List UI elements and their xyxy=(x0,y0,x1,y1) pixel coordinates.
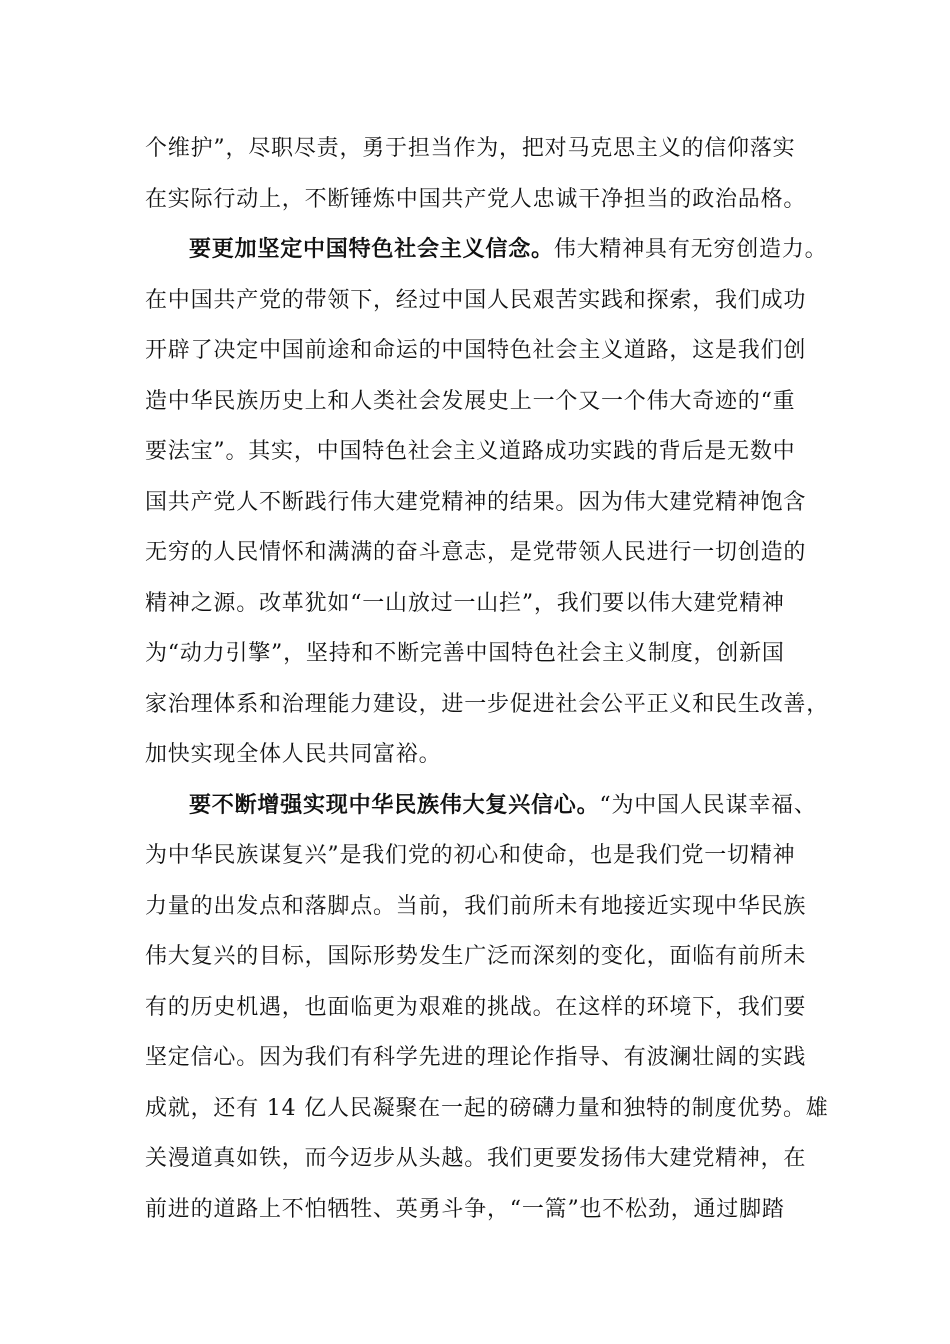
body-text xyxy=(145,128,830,1239)
text-line xyxy=(145,987,810,1038)
text-line xyxy=(145,532,810,583)
text-line xyxy=(145,835,810,886)
text-run: 有的历史机遇，也面临更为艰难的挑战。在这样的环境下，我们要 xyxy=(145,994,807,1020)
text-run: 在中国共产党的带领下，经过中国人民艰苦实践和探索，我们成功 xyxy=(145,287,807,313)
text-run: 在实际行动上，不断锤炼中国共产党人忠诚干净担当的政治品格。 xyxy=(145,186,807,212)
paragraph-heading: 要不断增强实现中华民族伟大复兴信心。 xyxy=(189,791,600,818)
text-line xyxy=(145,1189,810,1240)
text-run: 个维护”，尽职尽责，勇于担当作为，把对马克思主义的信仰落实 xyxy=(145,136,796,161)
text-run: “为中国人民谋幸福、 xyxy=(599,792,817,818)
text-line xyxy=(145,1088,829,1139)
text-line xyxy=(145,583,810,634)
text-run: 力量的出发点和落脚点。当前，我们前所未有地接近实现中华民族 xyxy=(145,893,807,919)
text-line xyxy=(145,1138,810,1189)
text-run: 坚定信心。因为我们有科学先进的理论作指导、有波澜壮阔的实践 xyxy=(145,1045,807,1070)
text-run: 加快实现全体人民共同富裕。 xyxy=(145,742,442,767)
text-line xyxy=(145,684,830,735)
text-line xyxy=(145,179,810,230)
text-run: 伟大精神具有无穷创造力。 xyxy=(553,237,828,262)
text-run: 为“动力引擎”，坚持和不断完善中国特色社会主义制度，创新国 xyxy=(145,641,785,666)
paragraph-heading-line xyxy=(145,229,828,280)
text-line xyxy=(145,330,810,381)
text-line xyxy=(145,1037,810,1088)
text-run: 精神之源。改革犹如“一山放过一山拦”，我们要以伟大建党精神 xyxy=(145,590,785,616)
text-run: 造中华民族历史上和人类社会发展史上一个又一个伟大奇迹的“重 xyxy=(145,388,796,414)
text-run: 为中华民族谋复兴”是我们党的初心和使命，也是我们党一切精神 xyxy=(145,843,796,868)
text-run: 成就，还有 14 亿人民凝聚在一起的磅礴力量和独特的制度优势。雄 xyxy=(145,1095,829,1121)
paragraph-heading: 要更加坚定中国特色社会主义信念。 xyxy=(189,236,554,262)
text-line xyxy=(145,886,810,937)
text-line xyxy=(145,936,810,987)
text-run: 伟大复兴的目标，国际形势发生广泛而深刻的变化，面临有前所未 xyxy=(145,944,807,969)
text-line xyxy=(145,128,810,179)
text-run: 无穷的人民情怀和满满的奋斗意志，是党带领人民进行一切创造的 xyxy=(145,540,807,565)
text-line xyxy=(145,734,810,785)
text-run: 开辟了决定中国前途和命运的中国特色社会主义道路，这是我们创 xyxy=(145,338,807,363)
text-run: 前进的道路上不怕牺牲、英勇斗争，“一篙”也不松劲，通过脚踏 xyxy=(145,1196,785,1222)
paragraph-heading-line xyxy=(145,785,817,836)
text-line xyxy=(145,482,810,533)
text-line xyxy=(145,633,810,684)
text-run: 国共产党人不断践行伟大建党精神的结果。因为伟大建党精神饱含 xyxy=(145,489,807,515)
text-line xyxy=(145,280,810,331)
text-run: 要法宝”。其实，中国特色社会主义道路成功实践的背后是无数中 xyxy=(145,439,796,464)
text-run: 家治理体系和治理能力建设，进一步促进社会公平正义和民生改善， xyxy=(145,691,830,717)
text-run: 关漫道真如铁，而今迈步从头越。我们更要发扬伟大建党精神，在 xyxy=(145,1146,807,1171)
text-line xyxy=(145,431,810,482)
text-line xyxy=(145,381,810,432)
